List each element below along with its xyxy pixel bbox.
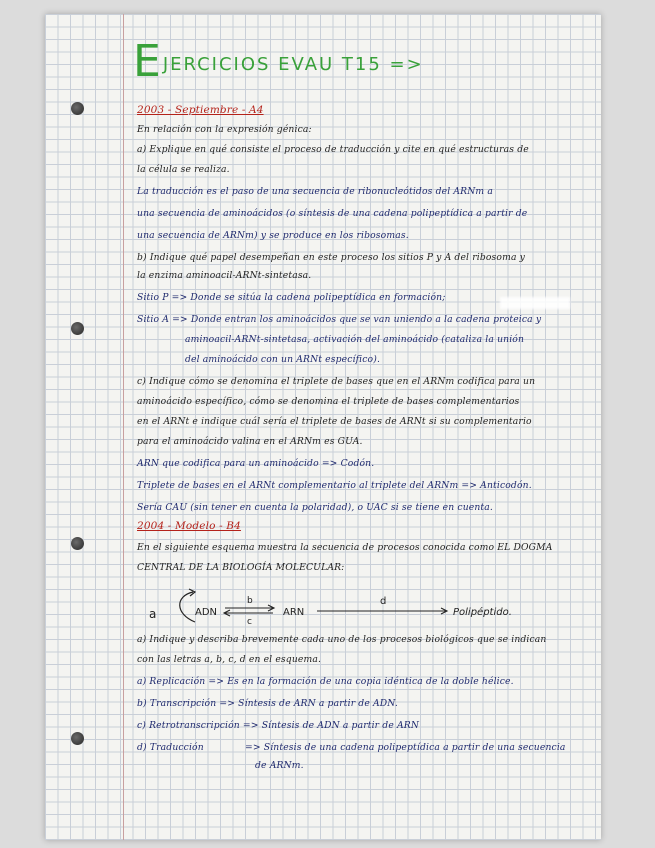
- label-a: a: [149, 607, 157, 621]
- answer-line: b) Transcripción => Síntesis de ARN a partir de ADN.: [137, 698, 398, 709]
- arn-label: ARN: [283, 607, 305, 618]
- title-rest: JERCICIOS EVAU T15 =>: [162, 54, 424, 75]
- answer-line: => Síntesis de una cadena polipeptídica a partir de una secuencia: [245, 742, 566, 753]
- section-heading: 2003 - Septiembre - A4: [137, 104, 264, 116]
- answer-line: una secuencia de aminoácidos (o síntesis de una cadena polipeptídica a partir de: [137, 208, 528, 219]
- binder-hole: [71, 102, 84, 115]
- title-initial: E: [133, 36, 163, 87]
- adn-label: ADN: [195, 607, 218, 618]
- label-d: d: [380, 596, 387, 607]
- question-line: para el aminoácido valina en el ARNm es GUA.: [137, 436, 363, 447]
- answer-line: ARN que codifica para un aminoácido => Codón.: [137, 458, 375, 469]
- answer-line: del aminoácido con un ARNt específico).: [185, 354, 381, 365]
- question-line: a) Explique en qué consiste el proceso de traducción y cite en qué estructuras de: [137, 144, 529, 155]
- answer-line: d) Traducción: [137, 742, 204, 753]
- answer-line: La traducción es el paso de una secuencia de ribonucleótidos del ARNm a: [137, 186, 493, 197]
- label-c: c: [247, 617, 252, 627]
- answer-line: Sería CAU (sin tener en cuenta la polaridad), o UAC si se tiene en cuenta.: [137, 502, 493, 513]
- answer-line: Triplete de bases en el ARNt complementario al triplete del ARNm => Anticodón.: [137, 480, 532, 491]
- erased-text: [500, 297, 570, 309]
- central-dogma-diagram: [145, 584, 565, 634]
- text-line: CENTRAL DE LA BIOLOGÍA MOLECULAR:: [137, 562, 345, 573]
- page-title: [133, 36, 424, 87]
- question-line: a) Indique y describa brevemente cada uno de los procesos biológicos que se indican: [137, 634, 547, 645]
- answer-line: a) Replicación => Es en la formación de una copia idéntica de la doble hélice.: [137, 676, 514, 687]
- question-line: c) Indique cómo se denomina el triplete de bases que en el ARNm codifica para un: [137, 376, 536, 387]
- binder-hole: [71, 322, 84, 335]
- notebook-page: [45, 14, 601, 840]
- binder-hole: [71, 732, 84, 745]
- question-line: aminoácido específico, cómo se denomina el triplete de bases complementarios: [137, 396, 520, 407]
- section-heading: 2004 - Modelo - B4: [137, 520, 241, 532]
- question-line: en el ARNt e indique cuál sería el triplete de bases de ARNt si su complementario: [137, 416, 532, 427]
- label-b: b: [247, 596, 253, 606]
- answer-line: una secuencia de ARNm) y se produce en los ribosomas.: [137, 230, 409, 241]
- answer-line: c) Retrotranscripción => Síntesis de ADN a partir de ARN: [137, 720, 420, 731]
- question-line: con las letras a, b, c, d en el esquema.: [137, 654, 322, 665]
- answer-line: Sitio A => Donde entran los aminoácidos que se van uniendo a la cadena proteica y: [137, 314, 542, 325]
- binder-hole: [71, 537, 84, 550]
- question-line: la célula se realiza.: [137, 164, 230, 175]
- text-line: En relación con la expresión génica:: [137, 124, 312, 135]
- answer-line: de ARNm.: [255, 760, 304, 771]
- question-line: la enzima aminoacil-ARNt-sintetasa.: [137, 270, 312, 281]
- question-line: b) Indique qué papel desempeñan en este proceso los sitios P y A del ribosoma y: [137, 252, 526, 263]
- answer-line: Sitio P => Donde se sitúa la cadena polipeptídica en formación;: [137, 292, 446, 303]
- replication-loop: [180, 592, 195, 622]
- margin-line: [123, 14, 124, 840]
- polipeptido-label: Polipéptido.: [453, 607, 512, 618]
- text-line: En el siguiente esquema muestra la secuencia de procesos conocida como EL DOGMA: [137, 542, 553, 553]
- answer-line: aminoacil-ARNt-sintetasa, activación del aminoácido (cataliza la unión: [185, 334, 525, 345]
